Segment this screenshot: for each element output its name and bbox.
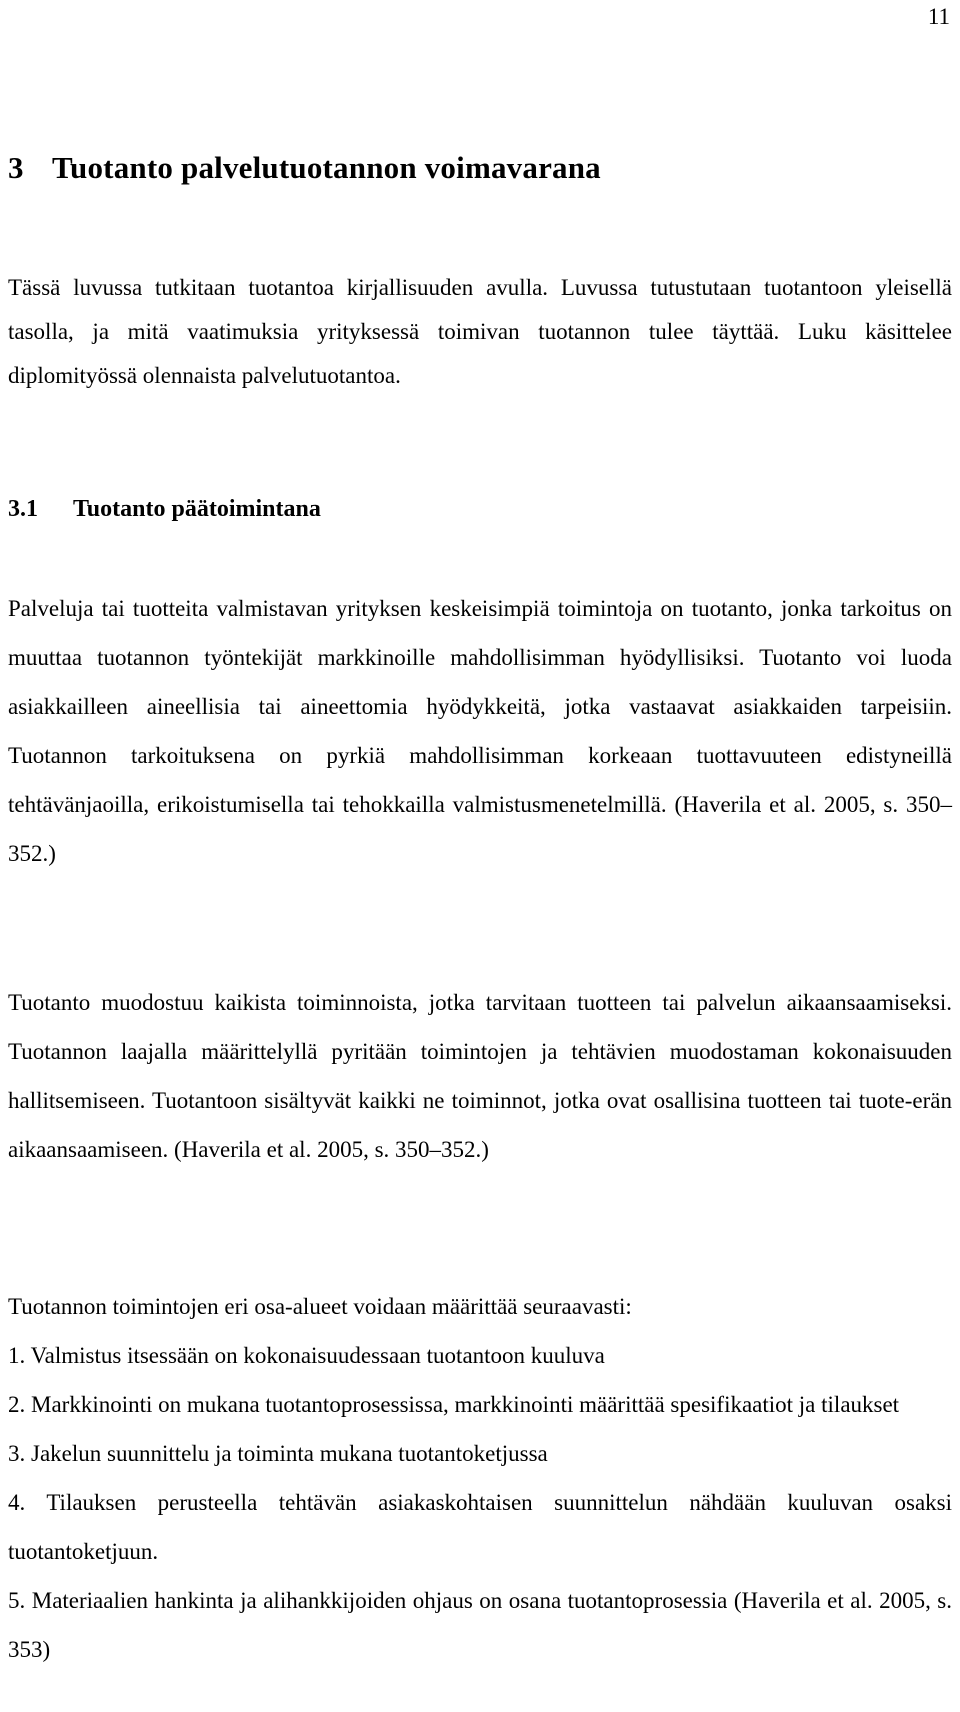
list-item [8, 1429, 952, 1478]
body-paragraph: Palveluja tai tuotteita valmistavan yrityksen keskeisimpiä toimintoja on tuotanto, jonka tarkoitus on muuttaa tuotannon työntekijät markkinoille mahdollisimman hyödyllisiksi. Tuotanto voi luoda asiakkailleen aineellisia tai aineettomia hyödykkeitä, jotka vastaavat asiakkaiden tarpeisiin. Tuotannon tarkoituksena on pyrkiä mahdollisimman korkeaan tuottavuuteen edistyneillä tehtävänjaoilla, erikoistumisella tai tehokkailla valmistusmenetelmillä. (Haverila et al. 2005, s. 350–352.) [8, 596, 952, 866]
list-item-text: Valmistus itsessään on kokonaisuudessaan tuotantoon kuuluva [30, 1343, 605, 1368]
section-heading [8, 496, 321, 523]
list-item-text: Jakelun suunnittelu ja toiminta mukana tuotantoketjussa [31, 1441, 548, 1466]
body-paragraph: Tuotanto muodostuu kaikista toiminnoista, jotka tarvitaan tuotteen tai palvelun aikaansaamiseksi. Tuotannon laajalla määrittelyllä pyritään toimintojen ja tehtävien muodostaman kokonaisuuden hallitsemiseen. Tuotantoon sisältyvät kaikki ne toiminnot, jotka ovat osallisina tuotteen tai tuote-erän aikaansaamiseen. (Haverila et al. 2005, s. 350–352.) [8, 990, 952, 1162]
chapter-number: 3 [8, 150, 24, 185]
list-intro: Tuotannon toimintojen eri osa-alueet voidaan määrittää seuraavasti: [8, 1294, 632, 1319]
production-areas-list [8, 1331, 952, 1674]
list-item-number: 2. [8, 1392, 26, 1417]
list-item-text: Markkinointi on mukana tuotantoprosessissa, markkinointi määrittää spesifikaatiot ja tilaukset [31, 1392, 900, 1417]
page-number: 11 [927, 4, 950, 29]
intro-paragraph: Tässä luvussa tutkitaan tuotantoa kirjallisuuden avulla. Luvussa tutustutaan tuotantoon yleisellä tasolla, ja mitä vaatimuksia yrityksessä toimivan tuotannon tulee täyttää. Luku käsittelee diplomityössä olennaista palvelutuotantoa. [8, 275, 952, 388]
chapter-heading [8, 150, 601, 186]
list-item [8, 1478, 952, 1576]
list-item-number: 4. [8, 1490, 26, 1515]
list-item-number: 1. [8, 1343, 26, 1368]
list-item-text: Tilauksen perusteella tehtävän asiakaskohtaisen suunnittelun nähdään kuuluvan osaksi tuotantoketjuun. [8, 1490, 952, 1564]
list-item-text: Materiaalien hankinta ja alihankkijoiden ohjaus on osana tuotantoprosessia (Haverila et al. 2005, s. 353) [8, 1588, 953, 1662]
list-item-number: 3. [8, 1441, 26, 1466]
list-item [8, 1331, 952, 1380]
list-item [8, 1576, 952, 1674]
list-item [8, 1380, 952, 1429]
production-areas-list-block [8, 1282, 952, 1674]
chapter-title: Tuotanto palvelutuotannon voimavarana [52, 150, 601, 185]
section-title: Tuotanto päätoimintana [73, 496, 321, 522]
list-item-number: 5. [8, 1588, 26, 1613]
section-number: 3.1 [8, 496, 38, 522]
